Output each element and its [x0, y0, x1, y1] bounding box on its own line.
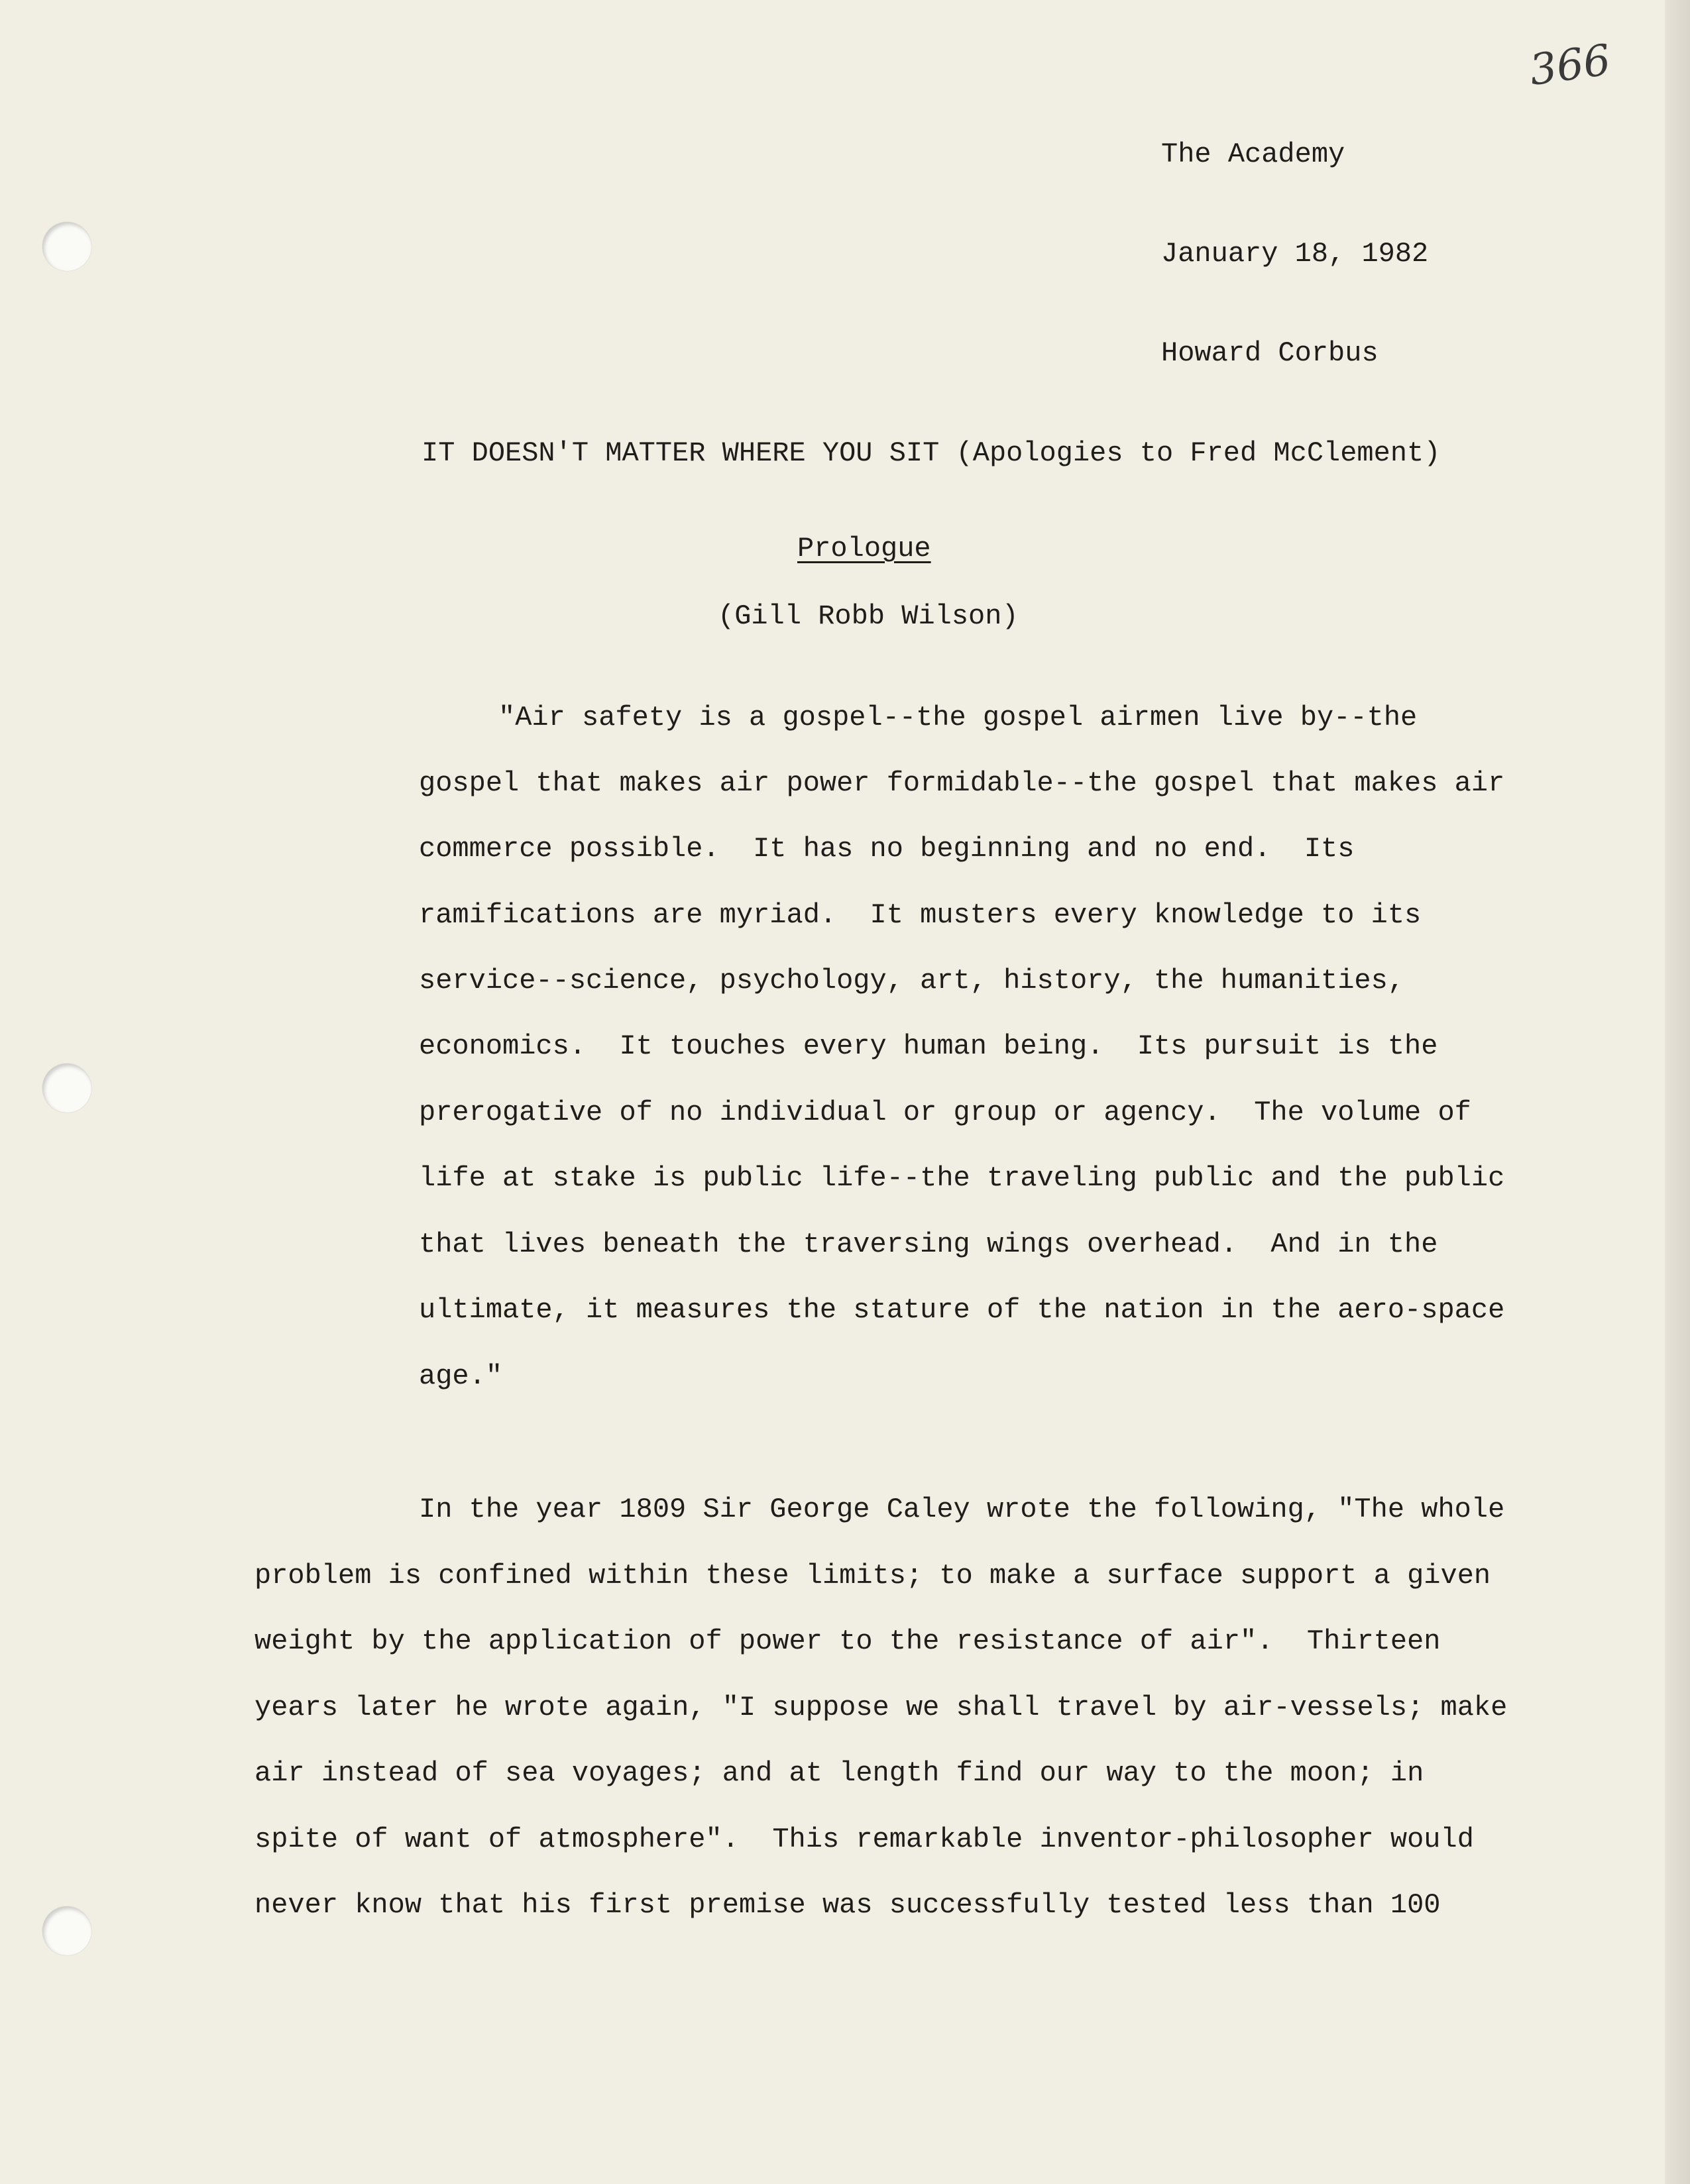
body-line: problem is confined within these limits; to make a surface support a given — [254, 1560, 1491, 1592]
punch-hole-bottom — [42, 1906, 91, 1955]
quote-line: economics. It touches every human being. Its pursuit is the — [419, 1030, 1438, 1062]
quote-line: "Air safety is a gospel--the gospel airmen live by--the — [498, 702, 1418, 734]
quote-line: ramifications are myriad. It musters every knowledge to its — [419, 899, 1422, 931]
body-line: years later he wrote again, "I suppose we shall travel by air-vessels; make — [254, 1692, 1508, 1723]
body-line: In the year 1809 Sir George Caley wrote the following, "The whole — [419, 1494, 1505, 1525]
quote-line: that lives beneath the traversing wings overhead. And in the — [419, 1228, 1438, 1260]
prologue-heading: Prologue — [797, 533, 931, 565]
quote-line: age." — [419, 1360, 503, 1392]
document-title: IT DOESN'T MATTER WHERE YOU SIT (Apologies to Fred McClement) — [422, 437, 1441, 469]
quote-line: commerce possible. It has no beginning and no end. Its — [419, 833, 1355, 865]
quote-line: prerogative of no individual or group or agency. The volume of — [419, 1097, 1471, 1128]
punch-hole-top — [42, 222, 91, 271]
body-line: never know that his first premise was successfully tested less than 100 — [254, 1889, 1441, 1921]
punch-hole-middle — [42, 1064, 91, 1113]
quote-line: gospel that makes air power formidable--the gospel that makes air — [419, 767, 1505, 799]
quote-line: ultimate, it measures the stature of the nation in the aero-space — [419, 1294, 1505, 1326]
header-organization: The Academy — [1161, 138, 1345, 170]
prologue-attribution: (Gill Robb Wilson) — [718, 600, 1019, 632]
header-author: Howard Corbus — [1161, 337, 1379, 369]
header-block — [1161, 72, 1428, 436]
header-date: January 18, 1982 — [1161, 238, 1429, 270]
quote-line: life at stake is public life--the traveling public and the public — [419, 1162, 1505, 1194]
body-line: air instead of sea voyages; and at length find our way to the moon; in — [254, 1757, 1424, 1789]
body-line: spite of want of atmosphere". This remarkable inventor-philosopher would — [254, 1824, 1474, 1855]
page-edge-shadow — [1665, 0, 1690, 2184]
body-line: weight by the application of power to the resistance of air". Thirteen — [254, 1625, 1441, 1657]
handwritten-page-number: 366 — [1526, 35, 1614, 96]
quote-line: service--science, psychology, art, history, the humanities, — [419, 965, 1405, 997]
